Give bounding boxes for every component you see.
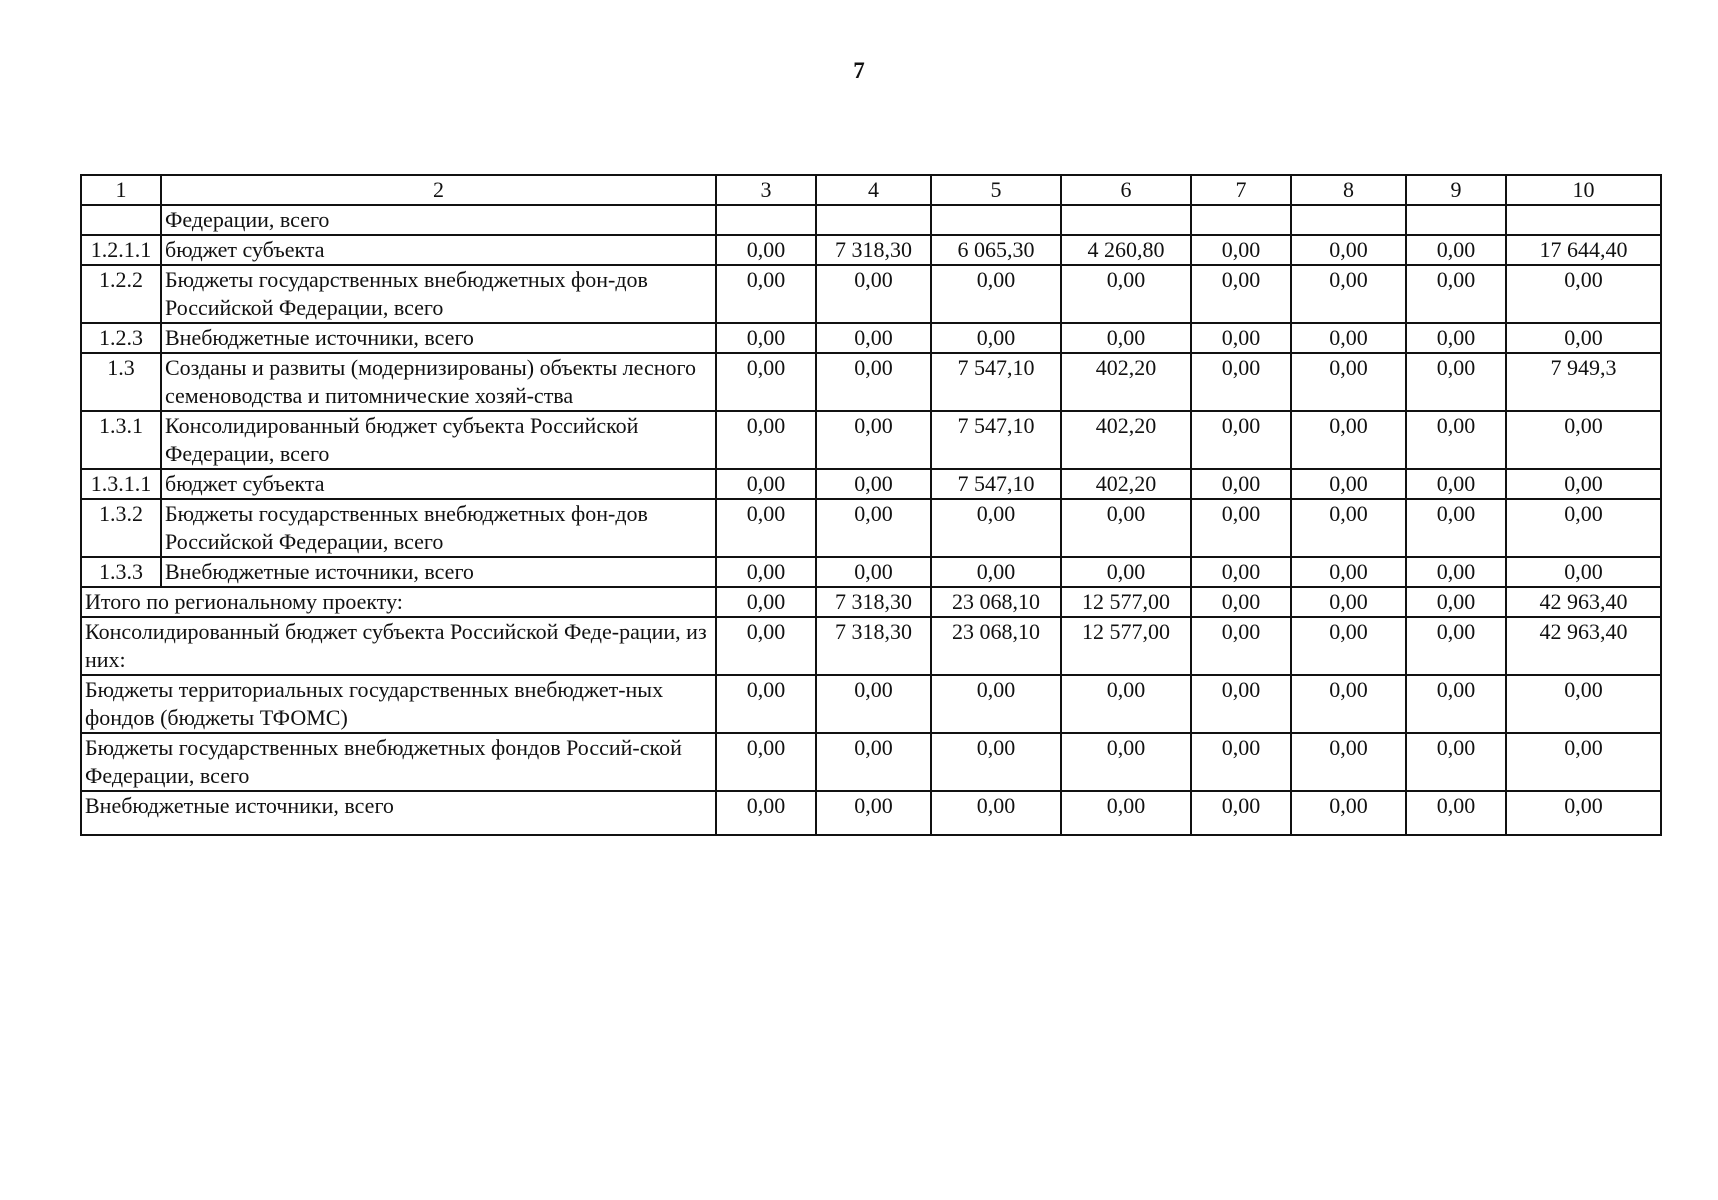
value-cell: 0,00: [1406, 353, 1506, 411]
row-label: Внебюджетные источники, всего: [161, 557, 716, 587]
value-cell: 0,00: [716, 675, 816, 733]
header-cell: 10: [1506, 175, 1661, 205]
value-cell: 0,00: [816, 675, 931, 733]
row-label: Бюджеты государственных внебюджетных фон-дов Российской Федерации, всего: [161, 265, 716, 323]
value-cell: 0,00: [1191, 499, 1291, 557]
value-cell: 0,00: [816, 499, 931, 557]
totals-label: Внебюджетные источники, всего: [81, 791, 716, 835]
value-cell: 0,00: [716, 323, 816, 353]
value-cell: 0,00: [1191, 323, 1291, 353]
row-code: 1.3.2: [81, 499, 161, 557]
value-cell: 12 577,00: [1061, 617, 1191, 675]
value-cell: 0,00: [1506, 411, 1661, 469]
value-cell: 0,00: [1291, 411, 1406, 469]
totals-row: [81, 733, 1661, 791]
row-label: бюджет субъекта: [161, 469, 716, 499]
value-cell: 0,00: [816, 791, 931, 835]
value-cell: 0,00: [1191, 733, 1291, 791]
header-cell: 6: [1061, 175, 1191, 205]
value-cell: 0,00: [1291, 733, 1406, 791]
value-cell: 0,00: [1191, 791, 1291, 835]
row-code: 1.3.3: [81, 557, 161, 587]
budget-table: [80, 174, 1662, 836]
value-cell: [816, 205, 931, 235]
value-cell: 0,00: [1291, 791, 1406, 835]
value-cell: 0,00: [1061, 265, 1191, 323]
value-cell: 0,00: [1291, 617, 1406, 675]
row-code: 1.3: [81, 353, 161, 411]
value-cell: 4 260,80: [1061, 235, 1191, 265]
value-cell: 0,00: [1291, 557, 1406, 587]
value-cell: 42 963,40: [1506, 617, 1661, 675]
value-cell: 0,00: [931, 499, 1061, 557]
value-cell: 0,00: [1506, 265, 1661, 323]
row-code: 1.2.2: [81, 265, 161, 323]
table-row: [81, 411, 1661, 469]
value-cell: [716, 205, 816, 235]
value-cell: 0,00: [1406, 235, 1506, 265]
value-cell: 0,00: [1191, 353, 1291, 411]
table-row: [81, 469, 1661, 499]
value-cell: 0,00: [1406, 323, 1506, 353]
table-row: [81, 205, 1661, 235]
totals-row: [81, 791, 1661, 835]
header-cell: 2: [161, 175, 716, 205]
row-label: Внебюджетные источники, всего: [161, 323, 716, 353]
value-cell: 0,00: [1406, 733, 1506, 791]
value-cell: 0,00: [716, 733, 816, 791]
value-cell: 7 547,10: [931, 411, 1061, 469]
table-row: [81, 557, 1661, 587]
table-row: [81, 235, 1661, 265]
value-cell: 0,00: [1061, 499, 1191, 557]
value-cell: 0,00: [1191, 411, 1291, 469]
value-cell: 0,00: [1291, 265, 1406, 323]
value-cell: 0,00: [931, 323, 1061, 353]
totals-label: Бюджеты территориальных государственных внебюджет-ных фондов (бюджеты ТФОМС): [81, 675, 716, 733]
row-label: Бюджеты государственных внебюджетных фон-дов Российской Федерации, всего: [161, 499, 716, 557]
value-cell: 402,20: [1061, 411, 1191, 469]
value-cell: 0,00: [1506, 675, 1661, 733]
header-cell: 5: [931, 175, 1061, 205]
row-code: 1.3.1: [81, 411, 161, 469]
value-cell: 0,00: [1291, 235, 1406, 265]
value-cell: 0,00: [1406, 499, 1506, 557]
value-cell: 0,00: [1291, 323, 1406, 353]
value-cell: 0,00: [716, 587, 816, 617]
header-row: [81, 175, 1661, 205]
value-cell: 0,00: [1406, 411, 1506, 469]
totals-row: [81, 675, 1661, 733]
value-cell: 0,00: [816, 265, 931, 323]
totals-label: Бюджеты государственных внебюджетных фондов Россий-ской Федерации, всего: [81, 733, 716, 791]
value-cell: 0,00: [716, 469, 816, 499]
value-cell: 0,00: [716, 791, 816, 835]
value-cell: 0,00: [1506, 733, 1661, 791]
header-cell: 1: [81, 175, 161, 205]
value-cell: 0,00: [816, 557, 931, 587]
header-cell: 9: [1406, 175, 1506, 205]
value-cell: 0,00: [1291, 675, 1406, 733]
value-cell: 0,00: [716, 353, 816, 411]
header-cell: 7: [1191, 175, 1291, 205]
value-cell: 0,00: [931, 265, 1061, 323]
table-row: [81, 353, 1661, 411]
value-cell: 17 644,40: [1506, 235, 1661, 265]
value-cell: 0,00: [1191, 675, 1291, 733]
value-cell: 0,00: [1291, 587, 1406, 617]
table-row: [81, 499, 1661, 557]
value-cell: 12 577,00: [1061, 587, 1191, 617]
value-cell: 0,00: [816, 323, 931, 353]
value-cell: 6 065,30: [931, 235, 1061, 265]
row-code: [81, 205, 161, 235]
value-cell: 0,00: [816, 733, 931, 791]
value-cell: 0,00: [1191, 469, 1291, 499]
value-cell: 0,00: [1406, 791, 1506, 835]
value-cell: 7 318,30: [816, 587, 931, 617]
row-label: Созданы и развиты (модернизированы) объекты лесного семеноводства и питомнические хозяй-ства: [161, 353, 716, 411]
header-cell: 4: [816, 175, 931, 205]
row-label: бюджет субъекта: [161, 235, 716, 265]
value-cell: 402,20: [1061, 469, 1191, 499]
value-cell: 0,00: [1506, 323, 1661, 353]
value-cell: 7 547,10: [931, 469, 1061, 499]
value-cell: 0,00: [1406, 265, 1506, 323]
value-cell: 7 547,10: [931, 353, 1061, 411]
value-cell: 7 318,30: [816, 617, 931, 675]
value-cell: 0,00: [931, 733, 1061, 791]
value-cell: 0,00: [716, 557, 816, 587]
value-cell: 0,00: [1191, 557, 1291, 587]
totals-row: [81, 617, 1661, 675]
value-cell: [931, 205, 1061, 235]
header-cell: 8: [1291, 175, 1406, 205]
value-cell: 0,00: [1406, 675, 1506, 733]
value-cell: 0,00: [1061, 323, 1191, 353]
row-code: 1.3.1.1: [81, 469, 161, 499]
value-cell: [1406, 205, 1506, 235]
value-cell: 0,00: [1191, 617, 1291, 675]
value-cell: 7 949,3: [1506, 353, 1661, 411]
row-code: 1.2.3: [81, 323, 161, 353]
value-cell: 23 068,10: [931, 617, 1061, 675]
value-cell: 0,00: [1191, 235, 1291, 265]
value-cell: 0,00: [716, 617, 816, 675]
value-cell: 0,00: [1191, 265, 1291, 323]
header-cell: 3: [716, 175, 816, 205]
table-row: [81, 265, 1661, 323]
value-cell: 23 068,10: [931, 587, 1061, 617]
value-cell: 0,00: [1291, 469, 1406, 499]
value-cell: 0,00: [1506, 557, 1661, 587]
value-cell: 0,00: [716, 499, 816, 557]
value-cell: 0,00: [716, 411, 816, 469]
value-cell: [1506, 205, 1661, 235]
value-cell: 0,00: [1061, 791, 1191, 835]
table-row: [81, 323, 1661, 353]
value-cell: 0,00: [1191, 587, 1291, 617]
value-cell: 0,00: [1506, 791, 1661, 835]
value-cell: 0,00: [716, 265, 816, 323]
value-cell: 0,00: [1061, 557, 1191, 587]
value-cell: 42 963,40: [1506, 587, 1661, 617]
row-label: Федерации, всего: [161, 205, 716, 235]
value-cell: 0,00: [931, 557, 1061, 587]
value-cell: 0,00: [1506, 499, 1661, 557]
value-cell: [1291, 205, 1406, 235]
value-cell: 7 318,30: [816, 235, 931, 265]
row-label: Консолидированный бюджет субъекта Российской Федерации, всего: [161, 411, 716, 469]
value-cell: 0,00: [1291, 353, 1406, 411]
totals-row: [81, 587, 1661, 617]
value-cell: 0,00: [1061, 733, 1191, 791]
row-code: 1.2.1.1: [81, 235, 161, 265]
value-cell: 0,00: [931, 675, 1061, 733]
value-cell: 0,00: [816, 411, 931, 469]
value-cell: 0,00: [816, 353, 931, 411]
value-cell: 0,00: [1406, 469, 1506, 499]
value-cell: 0,00: [716, 235, 816, 265]
totals-label: Консолидированный бюджет субъекта Российской Феде-рации, из них:: [81, 617, 716, 675]
value-cell: [1061, 205, 1191, 235]
page-number: 7: [853, 58, 865, 83]
value-cell: [1191, 205, 1291, 235]
value-cell: 0,00: [1406, 617, 1506, 675]
value-cell: 0,00: [1506, 469, 1661, 499]
value-cell: 0,00: [1291, 499, 1406, 557]
totals-label: Итого по региональному проекту:: [81, 587, 716, 617]
value-cell: 0,00: [931, 791, 1061, 835]
value-cell: 402,20: [1061, 353, 1191, 411]
value-cell: 0,00: [1061, 675, 1191, 733]
value-cell: 0,00: [1406, 587, 1506, 617]
value-cell: 0,00: [1406, 557, 1506, 587]
value-cell: 0,00: [816, 469, 931, 499]
